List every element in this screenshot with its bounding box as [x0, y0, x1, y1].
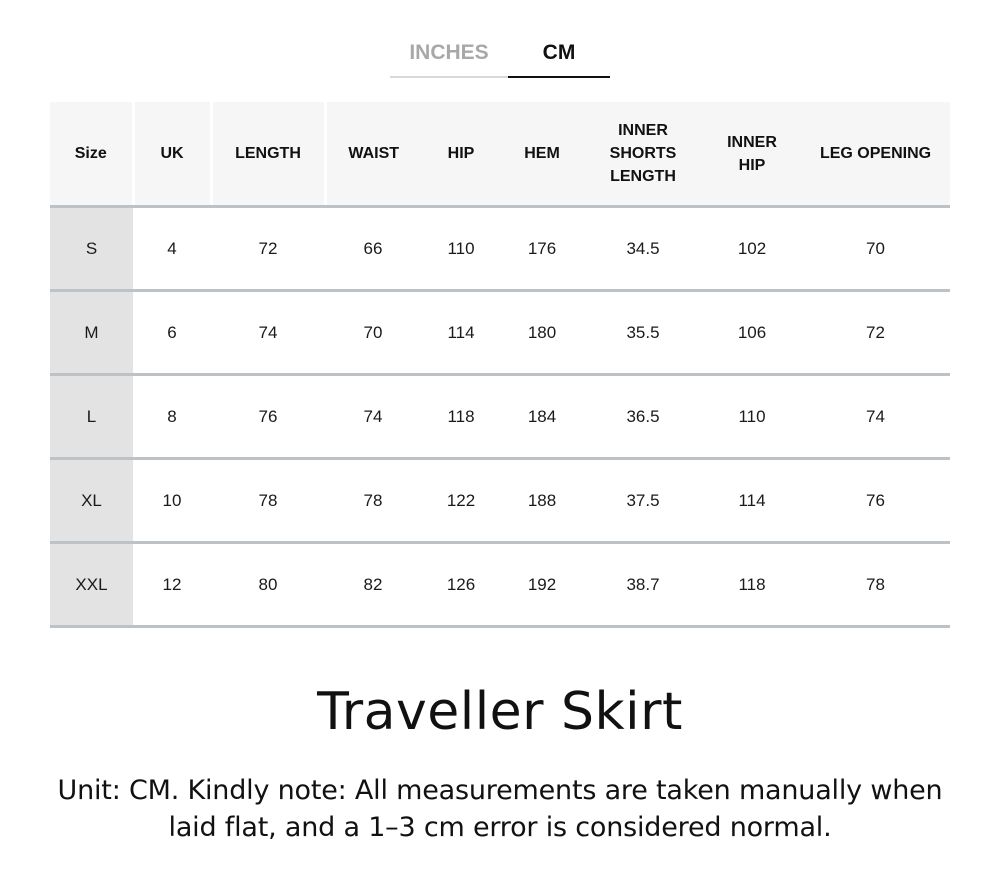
table-row: [50, 543, 950, 627]
table-row: [50, 207, 950, 291]
cell-inner-shorts-length: 38.7: [583, 543, 703, 627]
cell-leg-opening: 78: [801, 543, 950, 627]
cell-inner-hip: 102: [703, 207, 801, 291]
cell-uk: 6: [133, 291, 211, 375]
size-chart-table: [50, 102, 950, 628]
cell-inner-hip: 118: [703, 543, 801, 627]
cell-inner-shorts-length: 37.5: [583, 459, 703, 543]
cell-uk: 8: [133, 375, 211, 459]
cell-hem: 184: [501, 375, 583, 459]
header-row: [50, 102, 950, 207]
header-hip: HIP: [421, 102, 501, 207]
cell-length: 80: [211, 543, 325, 627]
header-hem: HEM: [501, 102, 583, 207]
cell-size: S: [50, 207, 133, 291]
cell-waist: 82: [325, 543, 421, 627]
cell-waist: 78: [325, 459, 421, 543]
cell-uk: 12: [133, 543, 211, 627]
unit-tabs: [390, 30, 610, 80]
cell-inner-hip: 106: [703, 291, 801, 375]
cell-hem: 180: [501, 291, 583, 375]
header-waist: WAIST: [325, 102, 421, 207]
cell-inner-shorts-length: 35.5: [583, 291, 703, 375]
header-size: Size: [50, 102, 133, 207]
cell-inner-hip: 110: [703, 375, 801, 459]
header-leg-opening: LEG OPENING: [801, 102, 950, 207]
cell-hip: 118: [421, 375, 501, 459]
table-row: [50, 459, 950, 543]
cell-inner-shorts-length: 36.5: [583, 375, 703, 459]
table-row: [50, 291, 950, 375]
table-row: [50, 375, 950, 459]
cell-leg-opening: 70: [801, 207, 950, 291]
cell-hem: 192: [501, 543, 583, 627]
cell-waist: 70: [325, 291, 421, 375]
cell-hip: 114: [421, 291, 501, 375]
cell-size: XXL: [50, 543, 133, 627]
cell-hem: 188: [501, 459, 583, 543]
cell-length: 76: [211, 375, 325, 459]
header-inner-hip: [703, 102, 801, 207]
cell-length: 78: [211, 459, 325, 543]
cell-inner-shorts-length: 34.5: [583, 207, 703, 291]
cell-length: 72: [211, 207, 325, 291]
cell-hip: 122: [421, 459, 501, 543]
tab-cm[interactable]: CM: [508, 30, 610, 78]
cell-waist: 66: [325, 207, 421, 291]
cell-uk: 10: [133, 459, 211, 543]
header-inner-shorts-length-text: INNER SHORTS LENGTH: [609, 122, 677, 185]
tab-inches[interactable]: INCHES: [390, 30, 508, 78]
cell-leg-opening: 76: [801, 459, 950, 543]
cell-hip: 126: [421, 543, 501, 627]
cell-uk: 4: [133, 207, 211, 291]
product-title: Traveller Skirt: [317, 682, 683, 742]
cell-size: XL: [50, 459, 133, 543]
cell-hip: 110: [421, 207, 501, 291]
cell-length: 74: [211, 291, 325, 375]
header-inner-shorts-length: [583, 102, 703, 207]
measurement-note: Unit: CM. Kindly note: All measurements are taken manually when laid flat, and a 1–3 cm error is considered normal.: [57, 775, 943, 843]
header-uk: UK: [133, 102, 211, 207]
cell-inner-hip: 114: [703, 459, 801, 543]
cell-hem: 176: [501, 207, 583, 291]
cell-leg-opening: 72: [801, 291, 950, 375]
cell-size: L: [50, 375, 133, 459]
header-inner-hip-text: INNER HIP: [727, 133, 777, 174]
cell-size: M: [50, 291, 133, 375]
header-length: LENGTH: [211, 102, 325, 207]
cell-leg-opening: 74: [801, 375, 950, 459]
cell-waist: 74: [325, 375, 421, 459]
